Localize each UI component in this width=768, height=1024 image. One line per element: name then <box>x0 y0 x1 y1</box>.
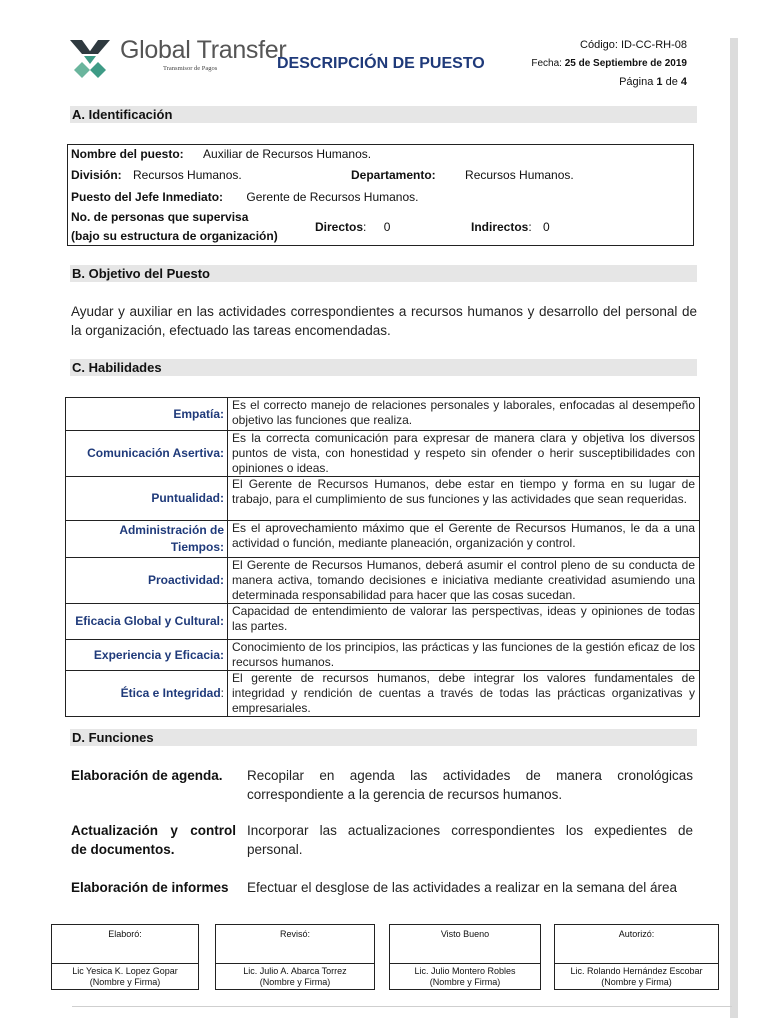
page-of: de <box>662 76 681 88</box>
skill-description: Capacidad de entendimiento de valorar las perspectivas, ideas y opiniones de todas las partes. <box>228 604 700 640</box>
function-description: Efectuar el desglose de las actividades a realizar en la semana del área <box>247 880 678 895</box>
function-description: Incorporar las actualizaciones correspondientes los expedientes de personal. <box>247 823 693 857</box>
skill-name: Eficacia Global y Cultural: <box>66 604 228 640</box>
skill-row <box>66 398 700 431</box>
section-a-heading: A. Identificación <box>70 106 697 123</box>
boss-row <box>71 190 418 204</box>
signer-name: Lic. Rolando Hernández Escobar <box>570 966 703 976</box>
page-current: 1 <box>656 76 663 88</box>
direct-label: Directos <box>315 220 364 234</box>
direct-value: 0 <box>383 220 391 234</box>
supervises-label-2: (bajo su estructura de organización) <box>71 229 278 243</box>
indirect-label: Indirectos <box>471 220 529 234</box>
company-logo <box>68 36 287 86</box>
document-code: Código: ID-CC-RH-08 <box>580 39 687 51</box>
skill-description: El Gerente de Recursos Humanos, debe estar en tiempo y forma en su lugar de trabajo, para el cumplimiento de sus funciones y las actividades que sean requeridas. <box>228 477 700 521</box>
skill-name: Empatía: <box>66 398 228 431</box>
identification-box <box>67 144 694 246</box>
document-title: DESCRIPCIÓN DE PUESTO <box>277 55 485 72</box>
signature-line <box>555 963 718 964</box>
date-label: Fecha: <box>531 58 565 69</box>
skill-row <box>66 477 700 521</box>
signature-name <box>390 966 540 988</box>
skill-name: Experiencia y Eficacia: <box>66 640 228 671</box>
signer-note: (Nombre y Firma) <box>601 977 672 987</box>
indirect-row: Indirectos: 0 <box>471 220 550 234</box>
function-description: Recopilar en agenda las actividades de manera cronológicas correspondiente a la gerencia de recursos humanos. <box>247 768 693 802</box>
signature-name <box>52 966 198 988</box>
signature-box-visto-bueno <box>389 924 541 990</box>
division-row <box>71 168 242 182</box>
skill-name: Comunicación Asertiva: <box>66 431 228 477</box>
skill-name: Puntualidad: <box>66 477 228 521</box>
section-c-heading: C. Habilidades <box>70 359 697 376</box>
division-label: División: <box>71 168 122 182</box>
signature-role: Elaboró: <box>108 929 142 939</box>
date-value: 25 de Septiembre de 2019 <box>564 58 687 69</box>
skill-description: Es el correcto manejo de relaciones personales y laborales, enfocadas al desempeño objetivo las funciones que realiza. <box>228 398 700 431</box>
signer-name: Lic. Julio Montero Robles <box>414 966 516 976</box>
signature-box-elaboro <box>51 924 199 990</box>
skill-name-ethics: Ética e Integridad: <box>66 671 228 717</box>
skill-description: El gerente de recursos humanos, debe integrar los valores fundamentales de integridad y rendición de cuentas a través de todas las prácticas organizativas y empresariales. <box>228 671 700 717</box>
signer-name: Lic. Julio A. Abarca Torrez <box>243 966 347 976</box>
job-name-value: Auxiliar de Recursos Humanos. <box>203 147 372 161</box>
function-title: Elaboración de informes <box>71 880 229 895</box>
section-b-heading: B. Objetivo del Puesto <box>70 265 697 282</box>
supervises-label-1: No. de personas que supervisa <box>71 210 249 224</box>
job-name-label: Nombre del puesto: <box>71 147 184 161</box>
logo-wordmark: Global Transfer <box>120 36 287 64</box>
skill-row <box>66 640 700 671</box>
page-total: 4 <box>680 76 687 88</box>
page-number <box>619 76 687 88</box>
signature-box-reviso <box>215 924 375 990</box>
signature-line <box>52 963 198 964</box>
logo-tagline: Transmisor de Pagos <box>163 65 218 72</box>
boss-label: Puesto del Jefe Inmediato: <box>71 190 224 204</box>
signature-line <box>390 963 540 964</box>
signer-note: (Nombre y Firma) <box>259 977 331 987</box>
page-scroll-edge <box>730 38 738 1018</box>
skill-description: Es la correcta comunicación para expresar de manera clara y objetiva los diversos puntos de vista, con honestidad y respeto sin ofender o herir susceptibilidades con opiniones o ideas. <box>228 431 700 477</box>
direct-row: Directos: 0 <box>315 220 391 234</box>
skill-row <box>66 431 700 477</box>
function-title: Actualización y control de documentos. <box>71 823 236 857</box>
page-label: Página <box>619 76 657 88</box>
signature-name <box>216 966 374 988</box>
signature-name <box>555 966 718 988</box>
skill-row <box>66 671 700 717</box>
signature-role: Revisó: <box>279 929 310 939</box>
job-name-row <box>71 147 371 161</box>
department-value: Recursos Humanos. <box>465 168 574 182</box>
skill-row <box>66 558 700 604</box>
skill-description: Es el aprovechamiento máximo que el Gerente de Recursos Humanos, le da a una actividad o función, mediante planeación, organización y control. <box>228 521 700 558</box>
division-value: Recursos Humanos. <box>133 168 242 182</box>
signature-box-autorizo <box>554 924 719 990</box>
skill-description: El Gerente de Recursos Humanos, deberá asumir el control pleno de su conducta de manera activa, tomando decisiones e iniciativa mediante creatividad asumiendo una determinada responsabilidad para hacer que las cosas sucedan. <box>228 558 700 604</box>
skill-description: Conocimiento de los principios, las prácticas y las funciones de la gestión eficaz de los recursos humanos. <box>228 640 700 671</box>
signature-line <box>216 963 374 964</box>
signer-name: Lic Yesica K. Lopez Gopar <box>72 966 178 976</box>
document-date <box>531 58 687 69</box>
function-title: Elaboración de agenda. <box>71 768 223 783</box>
signature-role: Visto Bueno <box>440 929 490 939</box>
indirect-value: 0 <box>543 220 550 234</box>
logo-mark-icon <box>68 36 112 80</box>
skill-row <box>66 604 700 640</box>
skill-name: Ética e Integridad <box>120 686 221 700</box>
signature-role: Autorizó: <box>618 929 655 939</box>
boss-value: Gerente de Recursos Humanos. <box>246 190 419 204</box>
section-d-heading: D. Funciones <box>70 729 697 746</box>
skill-row <box>66 521 700 558</box>
skill-name: Proactividad: <box>66 558 228 604</box>
department-row <box>351 168 574 182</box>
skills-table <box>65 397 700 717</box>
skill-name: Administración de Tiempos: <box>66 521 228 558</box>
signer-note: (Nombre y Firma) <box>429 977 501 987</box>
department-label: Departamento: <box>351 168 436 182</box>
objective-text: Ayudar y auxiliar en las actividades correspondientes a recursos humanos y desarrollo del personal de la organización, efectuado las tareas encomendadas. <box>71 304 697 338</box>
page-bottom-divider <box>72 1006 732 1007</box>
signer-note: (Nombre y Firma) <box>89 977 161 987</box>
